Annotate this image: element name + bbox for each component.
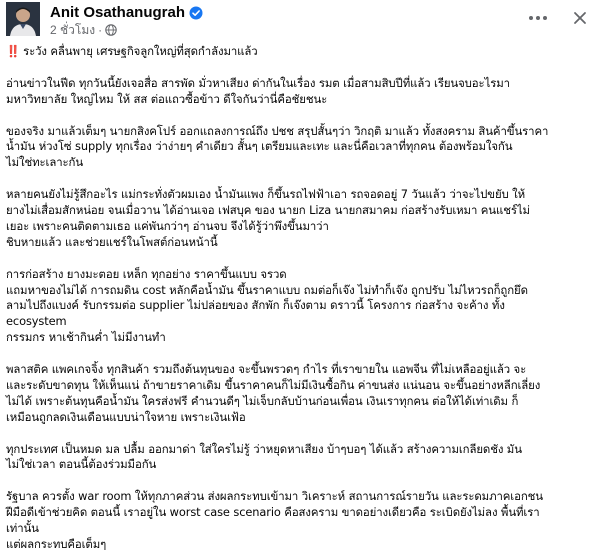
post-time[interactable]: 2 ชั่วโมง (50, 22, 96, 37)
double-exclamation-icon: ‼️ (6, 44, 21, 58)
paragraph-3 (6, 187, 596, 251)
paragraph-line: ยางไม่เสื่อมสักหน่อย จนเมื่อวาน ได้อ่านเจอ เฟสบุค ของ นายก Liza นายกสมาคม ก่อสร้างรับเหมา คนแชร์ไม่ (6, 203, 530, 218)
paragraph-line: ไม่ได้ เพราะต้นทุนคือน้ำมัน ใครส่งฟรี คำนวนดีๆ ไม่เจ็บกลับบ้านก่อนเพื่อน เงินเราทุกคน ต่อให้ได้เท่าเดิม ก็ (6, 393, 519, 408)
paragraph-line: ecosystem (6, 314, 67, 329)
verified-badge-icon (189, 5, 203, 19)
paragraph-7 (6, 489, 596, 553)
close-button[interactable] (568, 6, 592, 30)
paragraph-line: หลายคนยังไม่รู้สึกอะไร แม่กระทั่งตัวผมเอง น้ำมันแพง ก็ขึ้นรถไฟฟ้าเอา รถจอดอยู่ 7 วันแล้ว ว่าจะไปขยับ ให้ (6, 187, 526, 202)
paragraph-line: เท่านั้น (6, 521, 39, 536)
paragraph-line: กรรมกร หาเช้ากินค่ำ ไม่มีงานทำ (6, 330, 166, 345)
more-options-button[interactable] (524, 6, 552, 30)
meta-separator: · (98, 23, 103, 37)
post-meta (50, 22, 117, 38)
paragraph-line: เยอะ เพราะคนติดตามเธอ แค่พันกว่าๆ อ่านจบ จึงได้รู้ว่าพึงขึ้นมาว่า (6, 218, 329, 233)
close-icon (573, 11, 587, 25)
paragraph-line: น้ำมัน ห่วงโซ่ supply ทุกเรื่อง ว่าง่ายๆ คำเดียว สั้นๆ เตรียมและเทะ และนี่คือเวลาที่ทุกคน ต้องพร้อมใจกัน (6, 139, 513, 154)
post-header (0, 0, 600, 42)
paragraph-line: ฝีมือดีเข้าช่วยคิด ตอนนี้ เราอยู่ใน worst case scenario คือสงคราม ขาดอย่างเดียวคือ ระเบิดยังไม่ลง พื้นที่เรา (6, 505, 540, 520)
paragraph-line: ไม่ใช่ทะเลาะกัน (6, 155, 84, 170)
paragraph-line: ของจริง มาแล้วเต็มๆ นายกสิงคโปร์ ออกแถลงการณ์ถึง ปชช สรุปสั้นๆว่า วิกฤติ มาแล้ว ทั้งสงคราม สินค้าขึ้นราคา (6, 123, 549, 138)
globe-icon[interactable] (105, 24, 117, 36)
avatar-image (6, 2, 40, 36)
paragraph-line: การก่อสร้าง ยางมะตอย เหล็ก ทุกอย่าง ราคาขึ้นแบบ จรวด (6, 266, 287, 281)
paragraph-line: ชิบหายแล้ว และช่วยแชร์ในโพสต์ก่อนหน้านี้ (6, 234, 218, 249)
paragraph-6 (6, 442, 596, 474)
avatar[interactable] (6, 2, 40, 36)
paragraph-line: ทุกประเทศ เป็นหมด มล ปลื้ม ออกมาด่า ใส่ใครไม่รู้ ว่าหยุดหาเสียง บ้าๆบอๆ ได้แล้ว สร้างความเกลียดชัง มัน (6, 441, 522, 456)
paragraph-line: ลามไปถึงแบงค์ รับกรรมต่อ supplier ไม่ปล่อยของ สักพัก ก็เจ๊งตาม ดราวนี้ โครงการ ก่อสร้าง จะค้าง ทั้ง (6, 298, 505, 313)
paragraph-line: รัฐบาล ควรตั้ง war room ให้ทุกภาคส่วน ส่งผลกระทบเข้ามา วิเคราะห์ สถานการณ์รายวัน และระดมภาคเอกชน (6, 489, 543, 504)
paragraph-line: เหมือนถูกลดเงินเดือนแบบน่าใจหาย เพราะเงินเฟ้อ (6, 409, 246, 424)
headline-text: ระวัง คลื่นพายุ เศรษฐกิจลูกใหญ่ที่สุดกำลังมาแล้ว (23, 44, 258, 58)
paragraph-line: ไม่ใช่เวลา ตอนนี้ต้องร่วมมือกัน (6, 457, 157, 472)
author-name[interactable]: Anit Osathanugrah (50, 3, 186, 21)
paragraph-line: และระดับขาดทุน ให้เห็นแน่ ถ้าขายราคาเดิม ขึ้นราคาคนก็ไม่มีเงินซื้อกิน ค่าขนส่ง แน่นอน จะขึ้นอย่างหลีกเลี่ยง (6, 377, 541, 392)
post-headline (6, 44, 596, 60)
paragraph-line: พลาสติค แพคเกจจิ้ง ทุกสินค้า รวมถึงต้นทุนของ จะขึ้นพรวดๆ กำไร ที่เราขายใน แอพจีน ที่ไม่เหลืออยู่แล้ว จะ (6, 362, 527, 377)
more-dots-icon (528, 15, 548, 21)
paragraph-line: แต่ผลกระทบคือเต็มๆ (6, 536, 107, 551)
post-body (6, 44, 596, 553)
paragraph-line: มหาวิทยาลัย ใหญ่ไหม ให้ สส ต่อแถวซื้อข้าว ดีใจกันว่านี่คือชัยชนะ (6, 91, 328, 106)
paragraph-2 (6, 124, 596, 172)
paragraph-1 (6, 76, 596, 108)
paragraph-line: อ่านข่าวในฟีด ทุกวันนี้ยังเจอสื่อ สารพัด มั่วหาเสียง ด่ากันในเรื่อง รมต เมื่อสามสิบปีที่แล้ว เรียนจบอะไรมา (6, 75, 510, 90)
paragraph-5 (6, 362, 596, 426)
author-row (50, 2, 203, 22)
paragraph-4 (6, 267, 596, 347)
paragraph-line: แถมหาของไม่ได้ การถมดิน cost หลักคือน้ำมัน ขึ้นราคาแบบ ถมต่อก็เจ๊ง ไม่ทำก็เจ๊ง ถูกปรับ ไม่ไหวรถก็ถูกยึด (6, 282, 528, 297)
